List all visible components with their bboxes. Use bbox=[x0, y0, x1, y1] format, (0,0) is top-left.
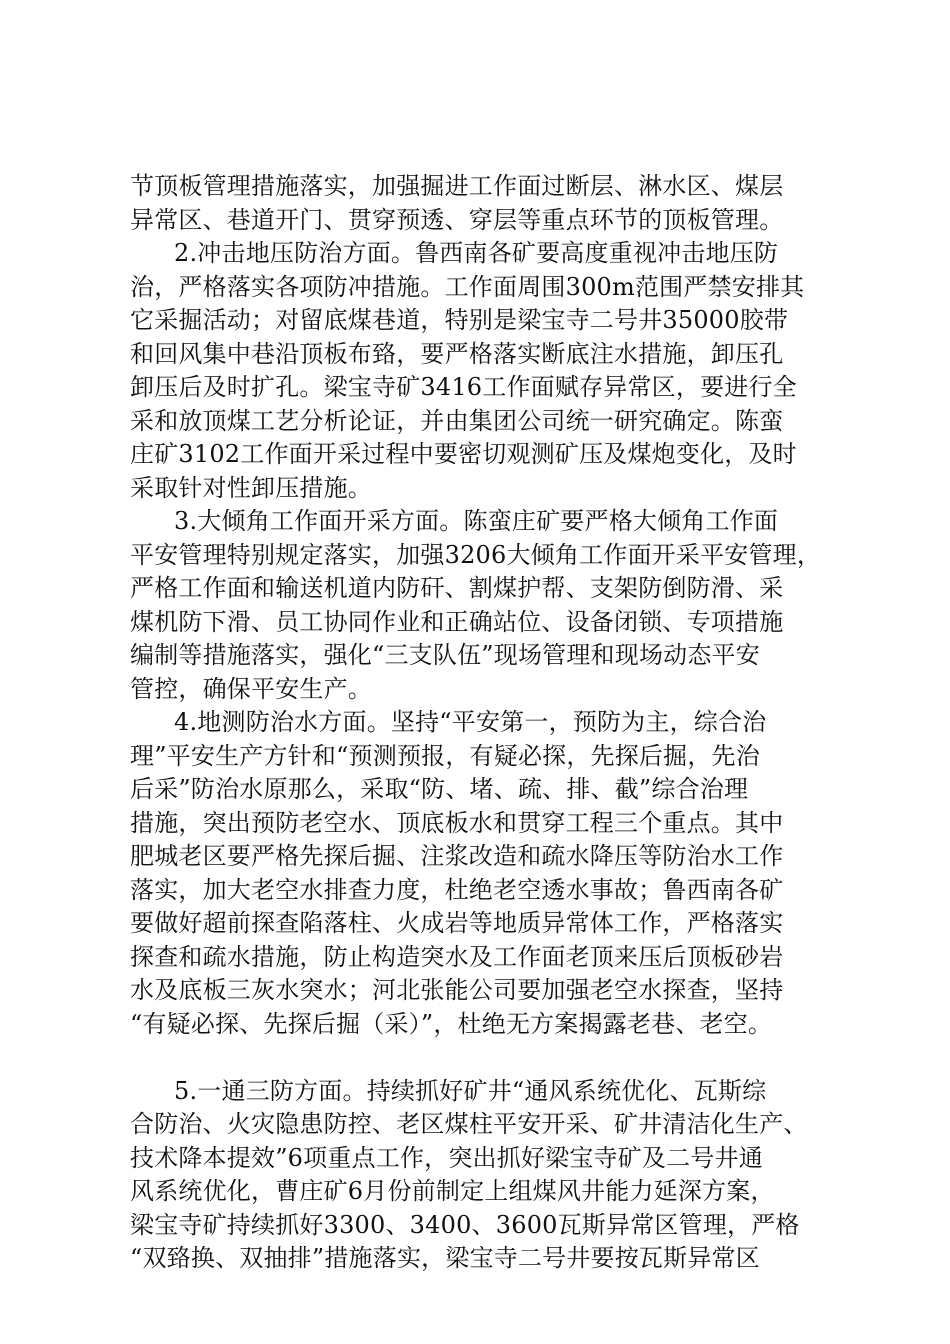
text-line: 理”平安生产方针和“预测预报，有疑必探，先探后掘，先治 bbox=[130, 741, 760, 770]
text-line: 治，严格落实各项防冲措施。工作面周围300m范围严禁安排其 bbox=[130, 272, 805, 301]
text-line: 探查和疏水措施，防止构造突水及工作面老顶来压后顶板砂岩 bbox=[130, 942, 784, 971]
text-line: 节顶板管理措施落实，加强掘进工作面过断层、淋水区、煤层 bbox=[130, 172, 784, 200]
text-line: 和回风集中巷沿顶板布臵，要严格落实断底注水措施，卸压孔 bbox=[130, 339, 784, 368]
text-line: 管控，确保平安生产。 bbox=[130, 674, 372, 703]
text-line: “双臵换、双抽排”措施落实，梁宝寺二号井要按瓦斯异常区 bbox=[130, 1244, 760, 1272]
blank-line bbox=[130, 1041, 830, 1075]
text-line: “有疑必探、先探后掘（采）”，杜绝无方案揭露老巷、老空。 bbox=[130, 1009, 773, 1038]
text-line: 梁宝寺矿持续抓好3300、3400、3600瓦斯异常区管理，严格 bbox=[130, 1210, 800, 1239]
text-line: 严格工作面和输送机道内防矸、割煤护帮、支架防倒防滑、采 bbox=[130, 574, 784, 602]
text-line: 采和放顶煤工艺分析论证，并由集团公司统一研究确定。陈蛮 bbox=[130, 406, 784, 435]
text-line: 异常区、巷道开门、贯穿预透、穿层等重点环节的顶板管理。 bbox=[130, 205, 784, 234]
text-line: 风系统优化，曹庄矿6月份前制定上组煤风井能力延深方案， bbox=[130, 1177, 775, 1205]
paragraph-start-line: 4.地测防治水方面。坚持“平安第一，预防为主，综合治 bbox=[174, 708, 767, 736]
text-line: 编制等措施落实，强化“三支队伍”现场管理和现场动态平安 bbox=[130, 641, 760, 669]
document-body bbox=[130, 170, 830, 1276]
text-line: 技术降本提效”6项重点工作，突出抓好梁宝寺矿及二号井通 bbox=[130, 1143, 763, 1172]
text-line: 水及底板三灰水突水；河北张能公司要加强老空水探查，坚持 bbox=[130, 976, 784, 1004]
text-line: 平安管理特别规定落实，加强3206大倾角工作面开采平安管理， bbox=[130, 540, 822, 569]
text-line: 煤机防下滑、员工协同作业和正确站位、设备闭锁、专项措施 bbox=[130, 607, 784, 636]
text-line: 后采”防治水原那么，采取“防、堵、疏、排、截”综合治理 bbox=[130, 775, 749, 803]
text-line: 庄矿3102工作面开采过程中要密切观测矿压及煤炮变化，及时 bbox=[130, 440, 797, 468]
text-line: 采取针对性卸压措施。 bbox=[130, 473, 372, 502]
text-line: 合防治、火灾隐患防控、老区煤柱平安开采、矿井清洁化生产、 bbox=[130, 1110, 808, 1138]
paragraph-start-line: 5.一通三防方面。持续抓好矿井“通风系统优化、瓦斯综 bbox=[174, 1076, 767, 1105]
paragraph-start-line: 3.大倾角工作面开采方面。陈蛮庄矿要严格大倾角工作面 bbox=[174, 507, 779, 535]
text-line: 要做好超前探查陷落柱、火成岩等地质异常体工作，严格落实 bbox=[130, 909, 784, 937]
text-line: 它采掘活动；对留底煤巷道，特别是梁宝寺二号井35000胶带 bbox=[130, 306, 789, 334]
text-line: 卸压后及时扩孔。梁宝寺矿3416工作面赋存异常区，要进行全 bbox=[130, 373, 797, 401]
text-line: 肥城老区要严格先探后掘、注浆改造和疏水降压等防治水工作 bbox=[130, 842, 784, 870]
paragraph-start-line: 2.冲击地压防治方面。鲁西南各矿要高度重视冲击地压防 bbox=[174, 239, 779, 267]
text-line: 落实，加大老空水排查力度，杜绝老空透水事故；鲁西南各矿 bbox=[130, 875, 784, 904]
text-line: 措施，突出预防老空水、顶底板水和贯穿工程三个重点。其中 bbox=[130, 808, 784, 837]
